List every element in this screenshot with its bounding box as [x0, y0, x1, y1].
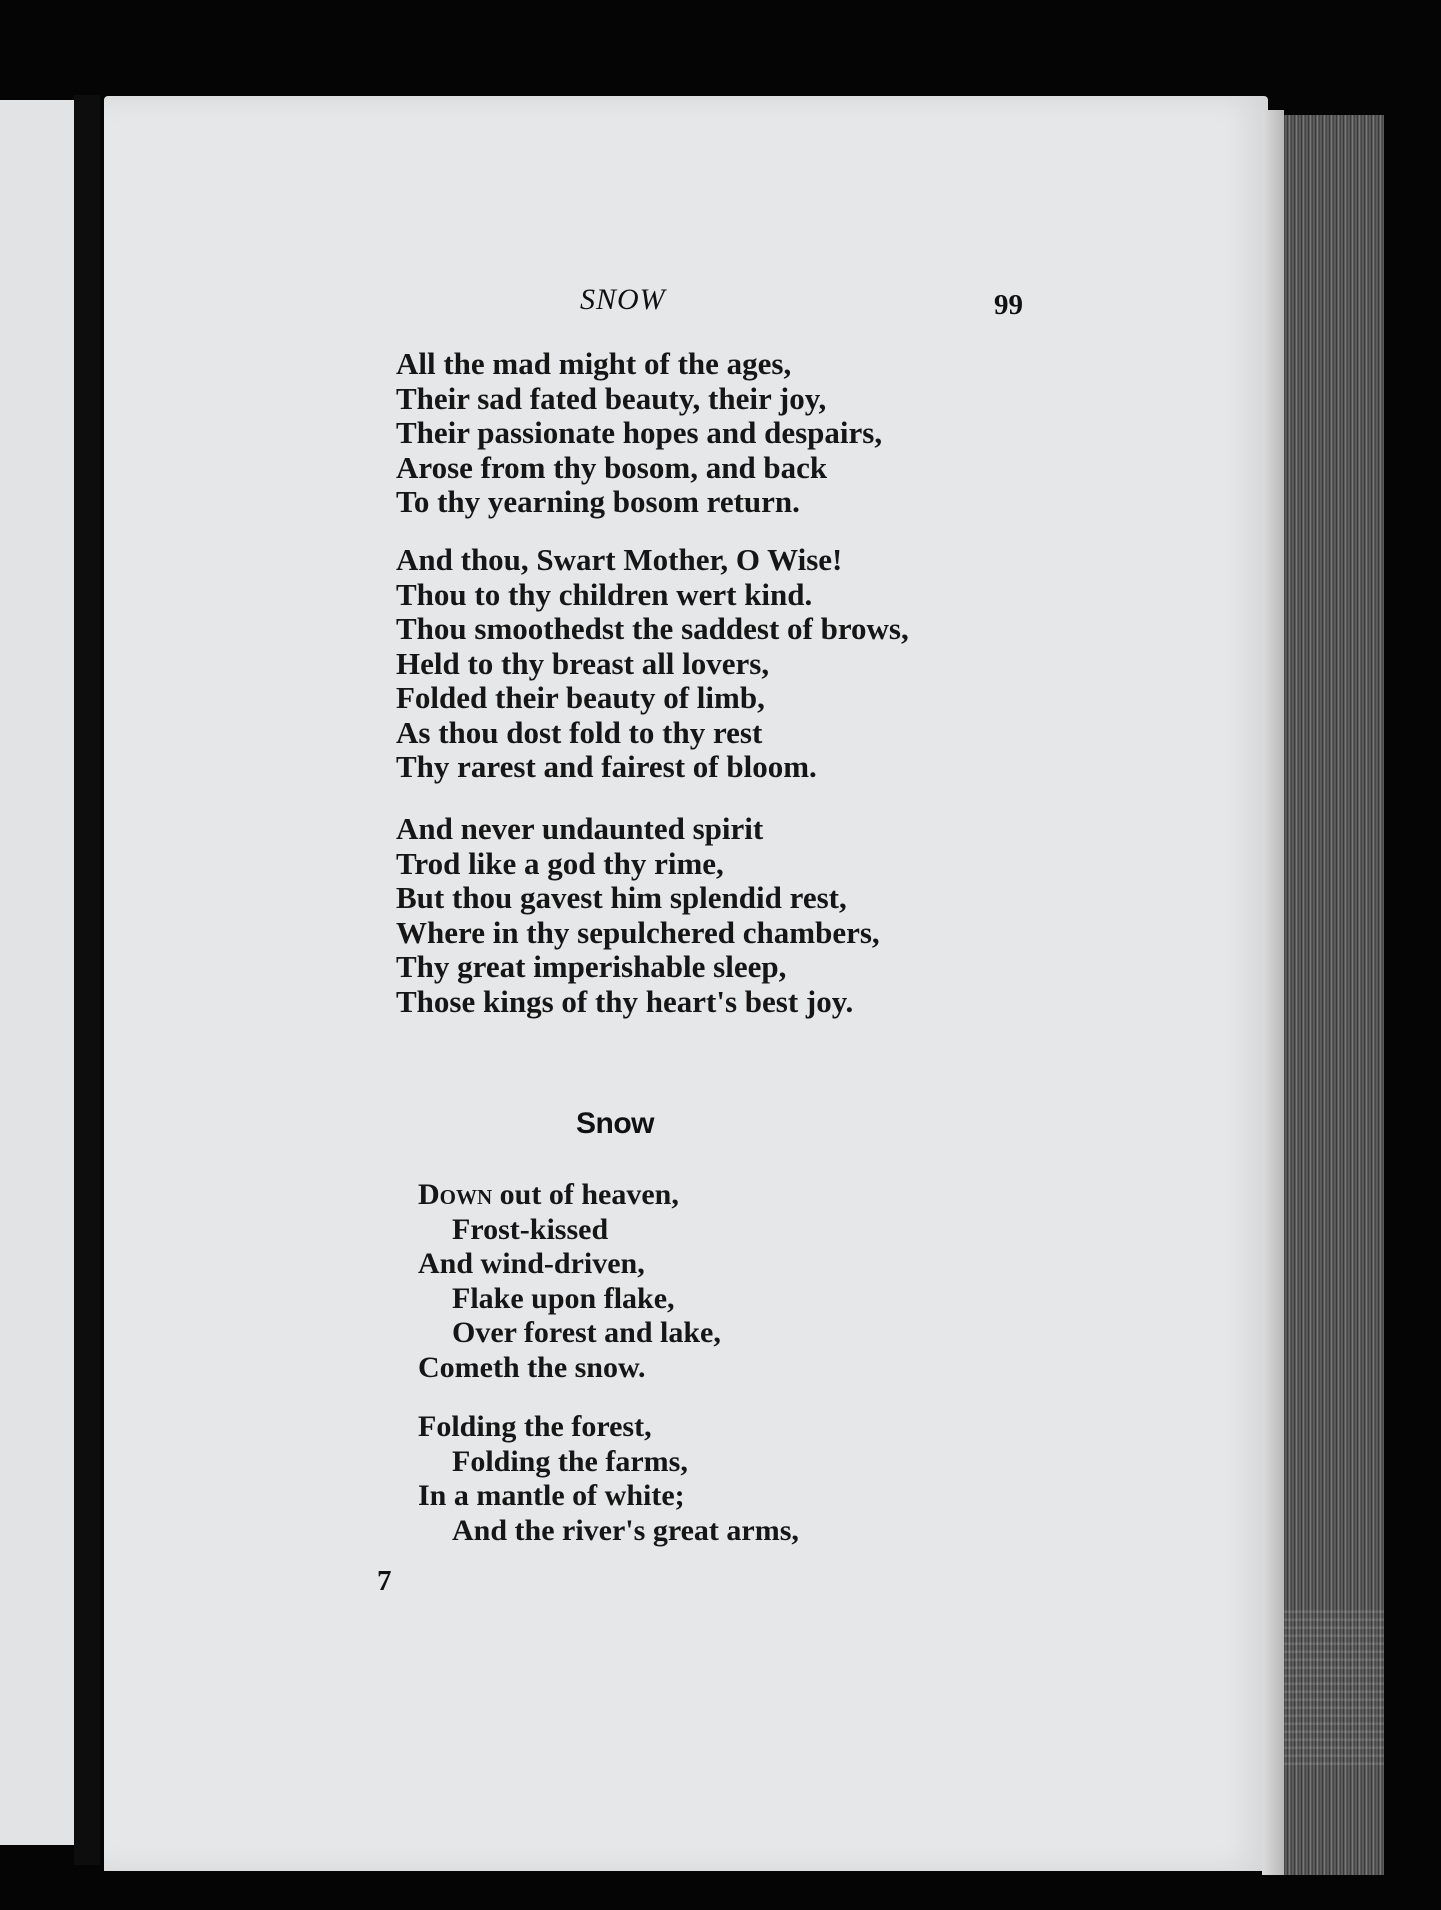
verse-line: Arose from thy bosom, and back — [396, 449, 828, 485]
verse-line: But thou gavest him splendid rest, — [396, 880, 847, 915]
verse-line: As thou dost fold to thy rest — [396, 714, 763, 750]
verse-line: And the river's great arms, — [452, 1513, 799, 1547]
verse-line: Thou smoothedst the saddest of brows, — [396, 611, 909, 646]
stanza-1 — [396, 347, 882, 520]
verse-line: Folding the forest, — [418, 1410, 652, 1443]
verse-line: And thou, Swart Mother, O Wise! — [396, 542, 843, 577]
snow-stanza-2 — [418, 1410, 799, 1548]
verse-line: Folded their beauty of limb, — [396, 680, 765, 715]
verse-line: Thou to thy children wert kind. — [396, 576, 813, 612]
verse-line: Frost-kissed — [452, 1212, 609, 1246]
verse-line: And never undaunted spirit — [396, 811, 764, 846]
page-number: 99 — [994, 289, 1023, 321]
signature-mark: 7 — [377, 1565, 392, 1597]
verse-line-rest: out of heaven, — [492, 1178, 679, 1211]
poem-title: Snow — [576, 1107, 654, 1140]
verse-line: Where in thy sepulchered chambers, — [396, 914, 880, 950]
book-gutter — [74, 95, 100, 1865]
snow-stanza-1 — [418, 1178, 721, 1385]
verse-line: Flake upon flake, — [452, 1281, 675, 1315]
verse-line: And wind-driven, — [418, 1247, 645, 1280]
drop-word: Down — [418, 1178, 493, 1211]
verse-line: Thy rarest and fairest of bloom. — [396, 749, 817, 784]
verse-line: Those kings of thy heart's best joy. — [396, 983, 854, 1019]
verse-line: Their passionate hopes and despairs, — [396, 415, 883, 450]
verse-line: To thy yearning bosom return. — [396, 484, 800, 519]
verse-line: Thy great imperishable sleep, — [396, 949, 787, 984]
running-head: SNOW — [580, 283, 666, 316]
verse-line: Folding the farms, — [452, 1444, 688, 1478]
verse-line: Over forest and lake, — [452, 1316, 721, 1349]
verse-line — [418, 1178, 721, 1213]
page-stack-edges — [1284, 115, 1384, 1875]
verse-line: Cometh the snow. — [418, 1350, 646, 1384]
verse-line: All the mad might of the ages, — [396, 346, 792, 381]
verse-line: Held to thy breast all lovers, — [396, 645, 770, 681]
verse-line: In a mantle of white; — [418, 1479, 685, 1512]
page-edge — [1262, 110, 1284, 1875]
verse-line: Trod like a god thy rime, — [396, 845, 724, 881]
verse-line: Their sad fated beauty, their joy, — [396, 380, 827, 416]
stanza-3 — [396, 812, 880, 1019]
stanza-2 — [396, 543, 909, 785]
